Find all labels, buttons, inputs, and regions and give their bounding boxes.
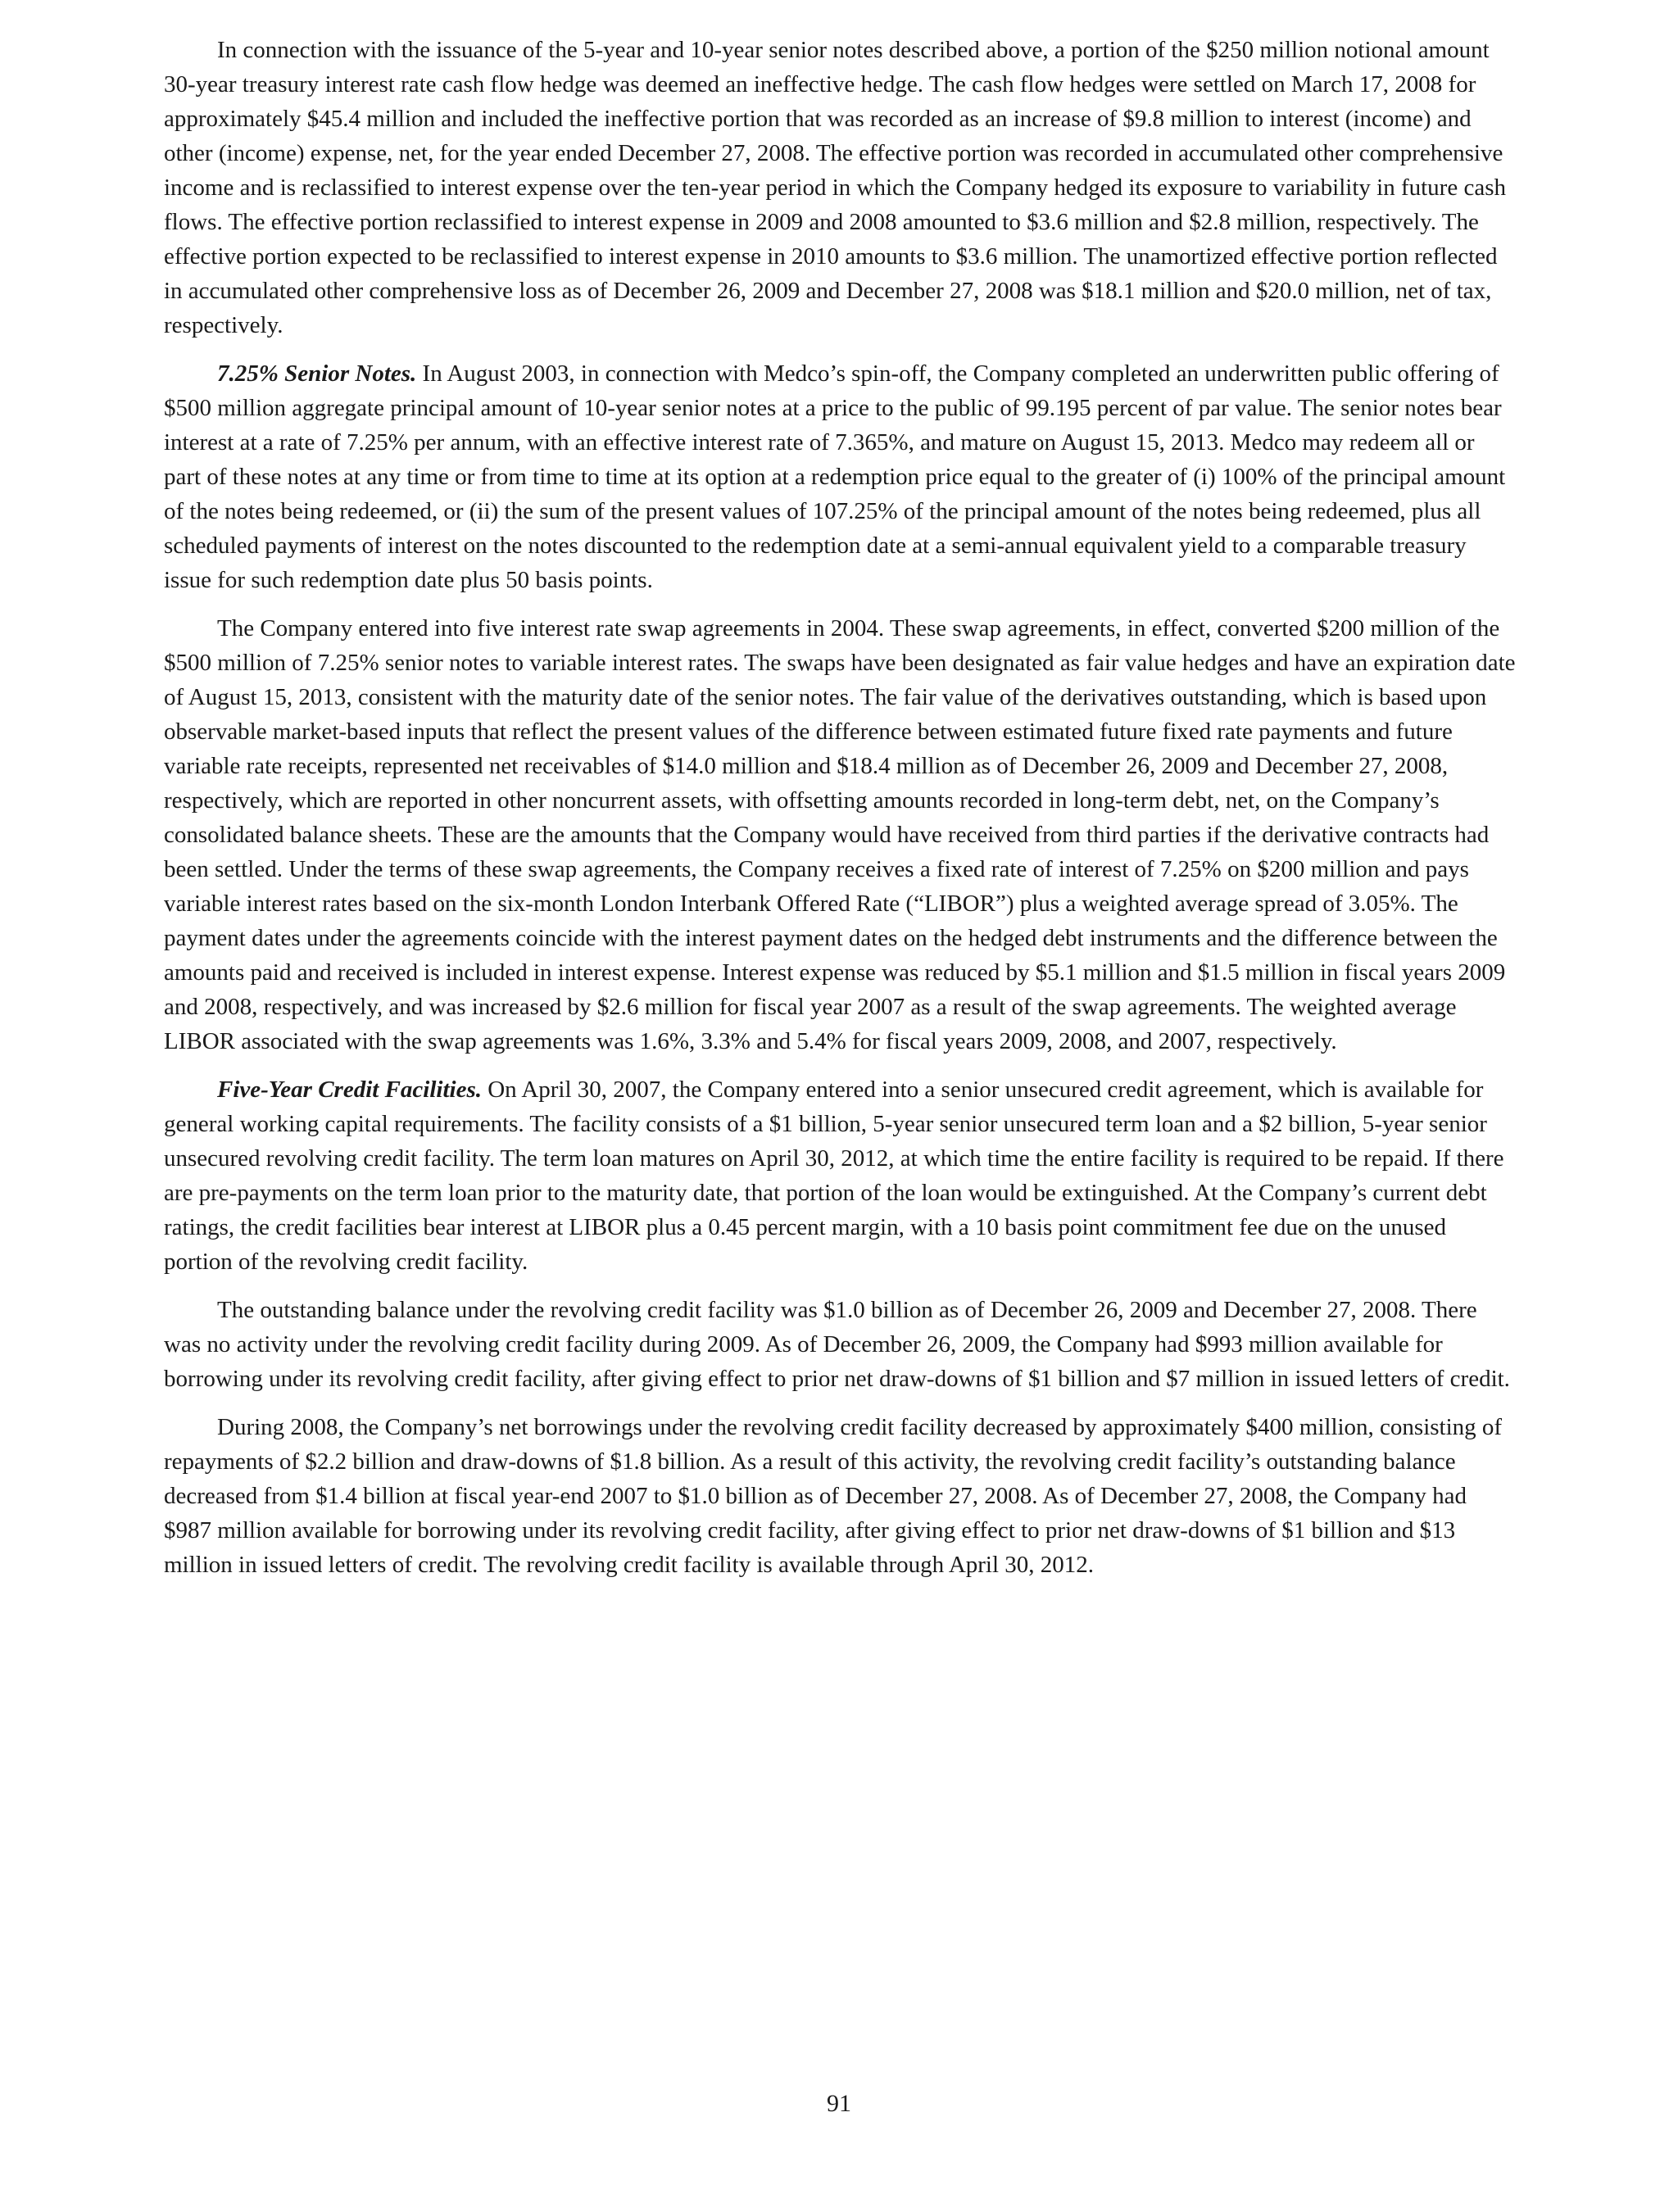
paragraph-credit-facilities (164, 1072, 1516, 1279)
page-number: 91 (827, 2090, 851, 2117)
paragraph-text: In August 2003, in connection with Medco’s spin-off, the Company completed an underwritten public offering of $500 million aggregate principal amount of 10-year senior notes at a price to the public of 99.195 percent of par value. The senior notes bear interest at a rate of 7.25% per annum, with an effective interest rate of 7.365%, and mature on August 15, 2013. Medco may redeem all or part of these notes at any time or from time to time at its option at a redemption price equal to the greater of (i) 100% of the principal amount of the notes being redeemed, or (ii) the sum of the present values of 107.25% of the principal amount of the notes being redeemed, plus all scheduled payments of interest on the notes discounted to the redemption date at a semi-annual equivalent yield to a comparable treasury issue for such redemption date plus 50 basis points. (164, 360, 1506, 593)
paragraph-text: During 2008, the Company’s net borrowings under the revolving credit facility decreased by approximately $400 million, consisting of repayments of $2.2 billion and draw-downs of $1.8 billion. As a result of this activity, the revolving credit facility’s outstanding balance decreased from $1.4 billion at fiscal year-end 2007 to $1.0 billion as of December 27, 2008. As of December 27, 2008, the Company had $987 million available for borrowing under its revolving credit facility, after giving effect to prior net draw-downs of $1 billion and $13 million in issued letters of credit. The revolving credit facility is available through April 30, 2012. (164, 1414, 1503, 1578)
paragraph-text: The Company entered into five interest rate swap agreements in 2004. These swap agreements, in effect, converted $200 million of the $500 million of 7.25% senior notes to variable interest rates. The swaps have been designated as fair value hedges and have an expiration date of August 15, 2013, consistent with the maturity date of the senior notes. The fair value of the derivatives outstanding, which is based upon observable market-based inputs that reflect the present values of the difference between estimated future fixed rate payments and future variable rate receipts, represented net receivables of $14.0 million and $18.4 million as of December 26, 2009 and December 27, 2008, respectively, which are reported in other noncurrent assets, with offsetting amounts recorded in long-term debt, net, on the Company’s consolidated balance sheets. These are the amounts that the Company would have received from third parties if the derivative contracts had been settled. Under the terms of these swap agreements, the Company receives a fixed rate of interest of 7.25% on $200 million and pays variable interest rates based on the six-month London Interbank Offered Rate (“LIBOR”) plus a weighted average spread of 3.05%. The payment dates under the agreements coincide with the interest payment dates on the hedged debt instruments and the difference between the amounts paid and received is included in interest expense. Interest expense was reduced by $5.1 million and $1.5 million in fiscal years 2009 and 2008, respectively, and was increased by $2.6 million for fiscal year 2007 as a result of the swap agreements. The weighted average LIBOR associated with the swap agreements was 1.6%, 3.3% and 5.4% for fiscal years 2009, 2008, and 2007, respectively. (164, 615, 1516, 1054)
paragraph-senior-notes (164, 356, 1516, 597)
paragraph-text: In connection with the issuance of the 5-year and 10-year senior notes described above, a portion of the $250 million notional amount 30-year treasury interest rate cash flow hedge was deemed an ineffective hedge. The cash flow hedges were settled on March 17, 2008 for approximately $45.4 million and included the ineffective portion that was recorded as an increase of $9.8 million to interest (income) and other (income) expense, net, for the year ended December 27, 2008. The effective portion was recorded in accumulated other comprehensive income and is reclassified to interest expense over the ten-year period in which the Company hedged its exposure to variability in future cash flows. The effective portion reclassified to interest expense in 2009 and 2008 amounted to $3.6 million and $2.8 million, respectively. The effective portion expected to be reclassified to interest expense in 2010 amounts to $3.6 million. The unamortized effective portion reflected in accumulated other comprehensive loss as of December 26, 2009 and December 27, 2008 was $18.1 million and $20.0 million, net of tax, respectively. (164, 37, 1506, 338)
section-lead-senior-notes: 7.25% Senior Notes. (217, 360, 417, 387)
section-lead-credit-facilities: Five-Year Credit Facilities. (217, 1077, 482, 1103)
paragraph-text: The outstanding balance under the revolving credit facility was $1.0 billion as of December 26, 2009 and December 27, 2008. There was no activity under the revolving credit facility during 2009. As of December 26, 2009, the Company had $993 million available for borrowing under its revolving credit facility, after giving effect to prior net draw-downs of $1 billion and $7 million in issued letters of credit. (164, 1297, 1510, 1392)
paragraph-cash-flow-hedge (164, 33, 1516, 342)
paragraph-text: On April 30, 2007, the Company entered into a senior unsecured credit agreement, which is available for general working capital requirements. The facility consists of a $1 billion, 5-year senior unsecured term loan and a $2 billion, 5-year senior unsecured revolving credit facility. The term loan matures on April 30, 2012, at which time the entire facility is required to be repaid. If there are pre-payments on the term loan prior to the maturity date, that portion of the loan would be extinguished. At the Company’s current debt ratings, the credit facilities bear interest at LIBOR plus a 0.45 percent margin, with a 10 basis point commitment fee due on the unused portion of the revolving credit facility. (164, 1077, 1504, 1275)
document-body (164, 33, 1516, 1596)
paragraph-2008-borrowings (164, 1410, 1516, 1582)
paragraph-swap-agreements (164, 611, 1516, 1058)
paragraph-outstanding-balance (164, 1293, 1516, 1396)
